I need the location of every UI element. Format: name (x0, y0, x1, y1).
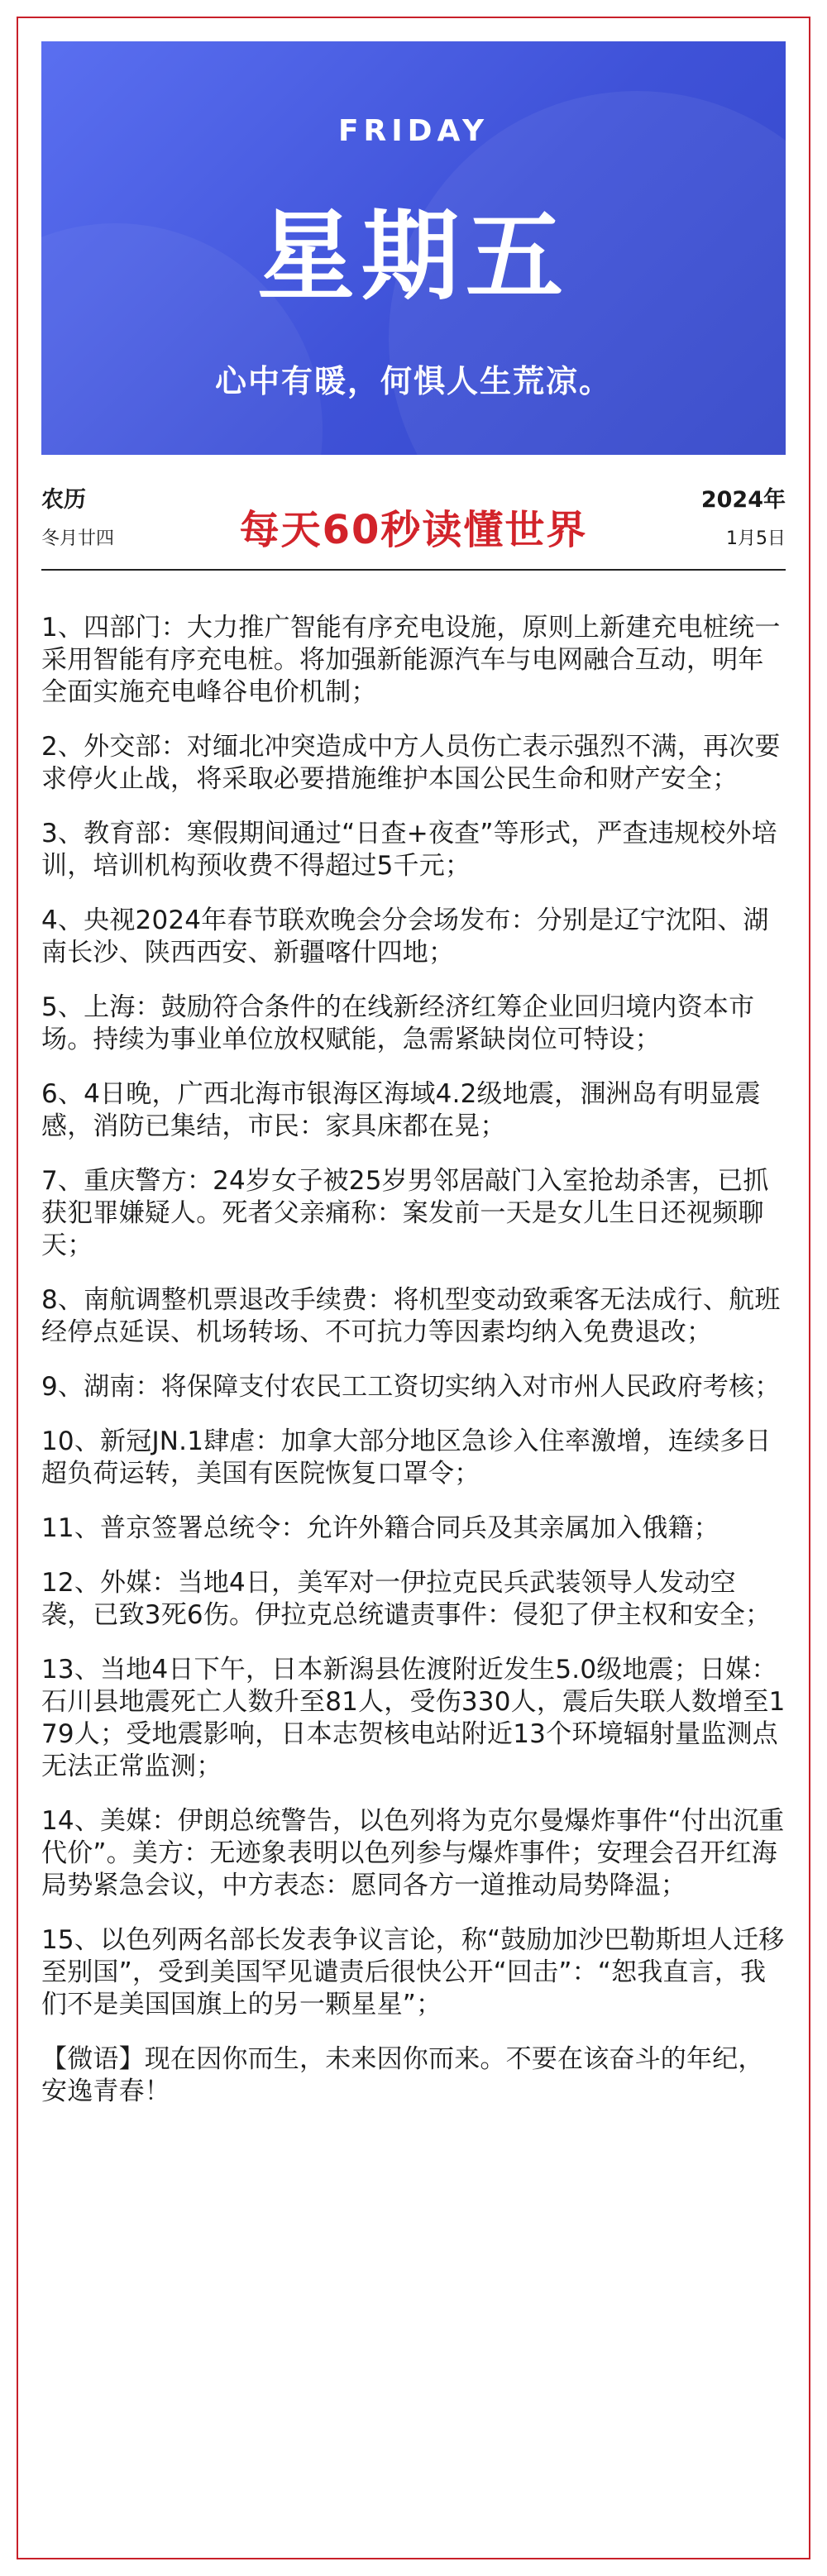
banner-quote: 心中有暖，何惧人生荒凉。 (214, 363, 612, 399)
weekday-banner (41, 41, 786, 455)
news-item: 5、上海：鼓励符合条件的在线新经济红筹企业回归境内资本市场。持续为事业单位放权赋能，急需紧缺岗位可特设； (41, 992, 755, 1054)
divider (41, 569, 786, 571)
news-item: 4、央视2024年春节联欢晚会分会场发布：分别是辽宁沈阳、湖南长沙、陕西西安、新疆喀什四地； (41, 906, 769, 968)
news-item: 6、4日晚，广西北海市银海区海域4.2级地震，涠洲岛有明显震感，消防已集结，市民：家具床都在晃； (41, 1079, 761, 1141)
lunar-label: 农历 (41, 487, 86, 513)
weekday-english: FRIDAY (337, 114, 490, 148)
news-item: 10、新冠JN.1肆虐：加拿大部分地区急诊入住率激增，连续多日超负荷运转，美国有医院恢复口罩令； (41, 1427, 772, 1489)
news-item: 15、以色列两名部长发表争议言论，称“鼓励加沙巴勒斯坦人迁移至别国”，受到美国罕见谴责后很快公开“回击”：“恕我直言，我们不是美国国旗上的另一颗星星”； (41, 1925, 785, 2019)
gregorian-date: 1月5日 (726, 528, 786, 549)
lunar-date: 冬月廿四 (41, 528, 115, 549)
news-item: 7、重庆警方：24岁女子被25岁男邻居敲门入室抢劫杀害，已抓获犯罪嫌疑人。死者父亲痛称：案发前一天是女儿生日还视频聊天； (41, 1166, 769, 1260)
gregorian-year: 2024年 (700, 487, 786, 513)
news-item: 1、四部门：大力推广智能有序充电设施，原则上新建充电桩统一采用智能有序充电桩。将加强新能源汽车与电网融合互动，明年全面实施充电峰谷电价机制； (41, 613, 781, 707)
daily-quote: 【微语】现在因你而生，未来因你而来。不要在该奋斗的年纪，安逸青春！ (41, 2044, 764, 2106)
news-item: 12、外媒：当地4日，美军对一伊拉克民兵武装领导人发动空袭，已致3死6伤。伊拉克总统谴责事件：侵犯了伊主权和安全； (41, 1568, 772, 1630)
weekday-chinese: 星期五 (256, 199, 570, 313)
news-item: 9、湖南：将保障支付农民工工资切实纳入对市州人民政府考核； (41, 1372, 781, 1402)
page-title: 每天60秒读懂世界 (239, 507, 588, 553)
news-list (41, 612, 786, 2130)
news-item: 2、外交部：对缅北冲突造成中方人员伤亡表示强烈不满，再次要求停火止战，将采取必要措施维护本国公民生命和财产安全； (41, 732, 781, 794)
news-item: 11、普京签署总统令：允许外籍合同兵及其亲属加入俄籍； (41, 1513, 719, 1543)
news-item: 14、美媒：伊朗总统警告，以色列将为克尔曼爆炸事件“付出沉重代价”。美方：无迹象表明以色列参与爆炸事件；安理会召开红海局势紧急会议，中方表态：愿同各方一道推动局势降温； (41, 1806, 785, 1900)
news-item: 3、教育部：寒假期间通过“日查+夜查”等形式，严查违规校外培训，培训机构预收费不得超过5千元； (41, 819, 777, 881)
date-bar (41, 480, 786, 562)
news-item: 13、当地4日下午，日本新潟县佐渡附近发生5.0级地震；日媒：石川县地震死亡人数升至81人，受伤330人，震后失联人数增至179人；受地震影响，日本志贺核电站附近13个环境辐射量监测点无法正常监测； (41, 1655, 786, 1781)
news-item: 8、南航调整机票退改手续费：将机型变动致乘客无法成行、航班经停点延误、机场转场、不可抗力等因素均纳入免费退改； (41, 1285, 781, 1347)
